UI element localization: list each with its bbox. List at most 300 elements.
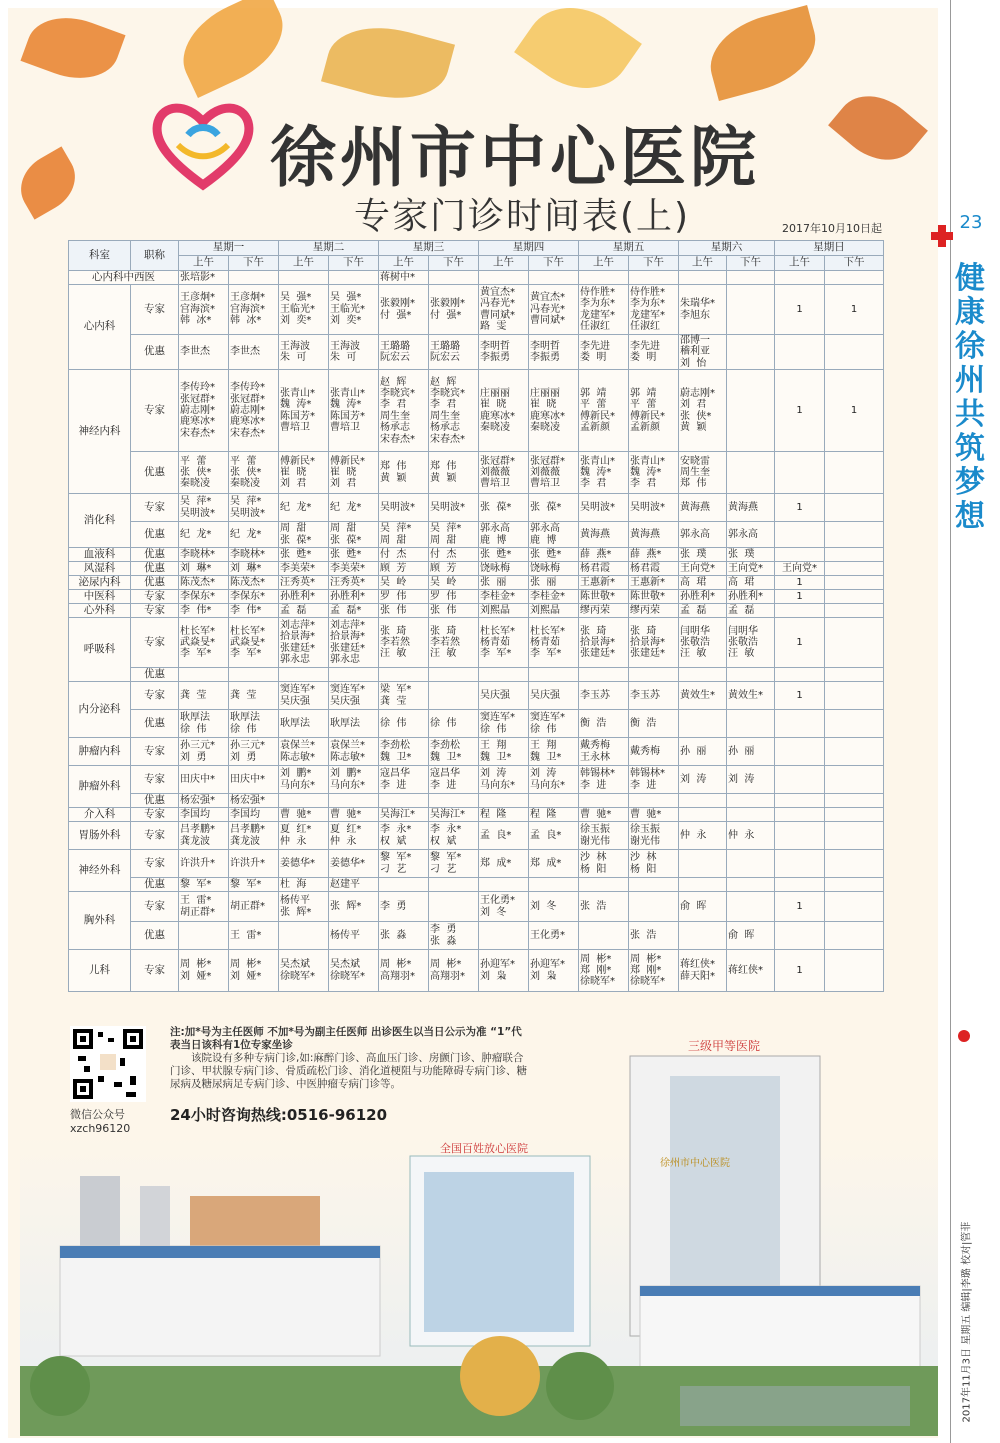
doctor-cell: 郭永高 [727,522,775,548]
doctor-cell: 李 伟* [179,604,229,618]
doctor-cell: 黄海燕 [727,494,775,522]
doctor-cell: 纪 龙* [229,522,279,548]
doctor-cell: 赵 辉 李晓宾* 李 君 周生奎 杨承志 宋春杰* [429,370,479,452]
doctor-cell [825,808,884,822]
doctor-cell: 李晓林* [179,548,229,562]
wechat-id: xzch96120 [70,1122,131,1135]
category-cell: 专家 [131,370,179,452]
table-row [69,950,884,992]
header-pm: 下午 [825,256,884,271]
doctor-cell: 杨君霞 [629,562,679,576]
doctor-cell [775,452,825,494]
doctor-cell: 王化勇* 刘 冬 [479,892,529,922]
doctor-cell [727,892,775,922]
dept-cell: 血液科 [69,548,131,562]
doctor-cell [329,668,379,682]
doctor-cell: 吴 萍* 周 甜 [379,522,429,548]
table-row [69,285,884,335]
table-row [69,335,884,370]
doctor-cell [775,668,825,682]
header-day: 星期四 [479,241,579,256]
doctor-cell: 纪 龙* [179,522,229,548]
dept-cell: 中医科 [69,590,131,604]
doctor-cell: 张毅刚* 付 强* [379,285,429,335]
category-cell: 优惠 [131,668,179,682]
header-am: 上午 [579,256,629,271]
category-cell: 专家 [131,822,179,850]
header-pm: 下午 [629,256,679,271]
note-legend: 注:加*号为主任医师 不加*号为副主任医师 出诊医生以当日公示为准 “1”代表当日该科有1位专家坐诊 [170,1026,522,1051]
page-subtitle: 专家门诊时间表(上) [354,196,691,237]
doctor-cell: 1 [825,285,884,335]
doctor-cell [727,794,775,808]
doctor-cell: 王璐璐 阮宏云 [379,335,429,370]
doctor-cell: 张 璞 [679,548,727,562]
doctor-cell [825,562,884,576]
doctor-cell: 缪丙荣 [579,604,629,618]
autumn-leaf-decoration [701,5,825,101]
doctor-cell: 李劲松 魏 卫* [379,738,429,766]
doctor-cell: 徐玉振 谢光伟 [579,822,629,850]
doctor-cell: 程 隆 [529,808,579,822]
edition-info [950,1221,980,1440]
doctor-cell [679,271,727,285]
doctor-cell: 孟 良* [529,822,579,850]
doctor-cell: 吴 强* 王临光* 刘 奕* [329,285,379,335]
doctor-cell: 沙 林 杨 阳 [629,850,679,878]
doctor-cell: 张 璞 [727,548,775,562]
doctor-cell: 周 彬* 刘 娅* [229,950,279,992]
doctor-cell [529,878,579,892]
doctor-cell: 李 永* 权 斌 [379,822,429,850]
doctor-cell [479,668,529,682]
doctor-cell: 吴 萍* 吴明波* [179,494,229,522]
doctor-cell: 张 葆* [529,494,579,522]
doctor-cell [825,604,884,618]
doctor-cell: 陈茂杰* [179,576,229,590]
doctor-cell: 杜长军* 杨青茹 李 军* [529,618,579,668]
header-day: 星期六 [679,241,775,256]
doctor-cell: 许洪升* [229,850,279,878]
doctor-cell: 吴 强* 王临光* 刘 奕* [279,285,329,335]
table-row [69,604,884,618]
doctor-cell [479,922,529,950]
doctor-cell [179,668,229,682]
doctor-cell: 曹 驰* [329,808,379,822]
doctor-cell: 吴 萍* 周 甜 [429,522,479,548]
doctor-cell: 刘志萍* 拾景海* 张建廷* 郭永忠 [329,618,379,668]
doctor-cell: 黎 军* 刁 艺 [429,850,479,878]
dept-cell: 儿科 [69,950,131,992]
table-row [69,494,884,522]
table-row [69,738,884,766]
table-row [69,452,884,494]
doctor-cell: 1 [825,370,884,452]
doctor-cell: 李美荣* [329,562,379,576]
doctor-cell: 夏 红* 仲 永 [279,822,329,850]
doctor-cell: 孙迎军* 刘 枭 [479,950,529,992]
doctor-cell: 张 浩 [579,892,629,922]
table-row [69,522,884,548]
doctor-cell: 杨君霞 [579,562,629,576]
doctor-cell: 刘 冬 [529,892,579,922]
doctor-cell: 田庆中* [179,766,229,794]
header-am: 上午 [679,256,727,271]
doctor-cell [727,452,775,494]
doctor-cell: 吕孝鹏* 龚龙波 [229,822,279,850]
category-cell: 专家 [131,950,179,992]
doctor-cell: 郑 伟 黄 颖 [379,452,429,494]
dept-cell: 风湿科 [69,562,131,576]
category-cell: 优惠 [131,335,179,370]
dept-cell: 内分泌科 [69,682,131,738]
doctor-cell: 吴明波* [379,494,429,522]
doctor-cell: 王 雷* [229,922,279,950]
doctor-cell: 刘 琳* [179,562,229,576]
doctor-cell: 仲 永 [727,822,775,850]
doctor-cell: 刘 鹏* 马向东* [329,766,379,794]
doctor-cell: 张 琦 拾景海* 张建廷* [629,618,679,668]
doctor-cell: 闫明华 张敬浩 汪 敏 [727,618,775,668]
doctor-cell: 李玉苏 [579,682,629,710]
doctor-cell: 袁保兰* 陈志敏* [329,738,379,766]
autumn-leaf-decoration [828,79,928,176]
doctor-cell: 李 永* 权 斌 [429,822,479,850]
table-row [69,682,884,710]
table-row [69,822,884,850]
doctor-cell: 傅新民* 崔 晓 刘 君 [329,452,379,494]
header-am: 上午 [479,256,529,271]
doctor-cell: 薛 燕* [629,548,679,562]
doctor-cell: 张冠群* 刘薇薇 曹培卫 [529,452,579,494]
category-cell: 优惠 [131,548,179,562]
doctor-cell: 王化勇* [529,922,579,950]
table-row [69,618,884,668]
doctor-cell: 郭 靖 平 蕾 傅新民* 孟新颜 [579,370,629,452]
doctor-cell [629,668,679,682]
doctor-cell [825,892,884,922]
doctor-cell: 刘 琳* [229,562,279,576]
doctor-cell [429,668,479,682]
doctor-cell: 侍作胜* 李为东* 龙建军* 任淑红 [629,285,679,335]
doctor-cell [727,335,775,370]
doctor-cell: 吴 岭 [379,576,429,590]
header-pm: 下午 [229,256,279,271]
doctor-cell [775,878,825,892]
doctor-cell: 1 [775,892,825,922]
category-cell: 专家 [131,604,179,618]
doctor-cell [825,522,884,548]
doctor-cell: 韩锡林* 李 进 [579,766,629,794]
doctor-cell [579,794,629,808]
doctor-cell: 安晓雷 周生奎 郑 伟 [679,452,727,494]
doctor-cell: 刘熙晶 [479,604,529,618]
doctor-cell: 黄效生* [679,682,727,710]
table-header-days [69,241,884,256]
doctor-cell [429,271,479,285]
category-cell: 优惠 [131,878,179,892]
doctor-cell: 黎 军* 刁 艺 [379,850,429,878]
doctor-cell: 李传玲* 张冠群* 蔚志刚* 鹿寒冰* 宋春杰* [179,370,229,452]
doctor-cell: 张 甦* [279,548,329,562]
table-row [69,271,884,285]
doctor-cell: 杨传平 张 辉* [279,892,329,922]
doctor-cell [775,604,825,618]
doctor-cell: 郭永高 鹿 博 [529,522,579,548]
dept-cell: 心内科中西医 [69,271,179,285]
doctor-cell: 郑 成* [479,850,529,878]
doctor-cell: 孟 良* [479,822,529,850]
dept-cell: 肿瘤内科 [69,738,131,766]
doctor-cell: 刘 涛 马向东* [479,766,529,794]
dept-cell: 神经内科 [69,370,131,494]
doctor-cell: 李劲松 魏 卫* [429,738,479,766]
doctor-cell: 闫明华 张敬浩 汪 敏 [679,618,727,668]
doctor-cell: 李 勇 张 淼 [429,922,479,950]
doctor-cell: 陈茂杰* [229,576,279,590]
doctor-cell [679,922,727,950]
doctor-cell: 窦连军* 吴庆强 [279,682,329,710]
doctor-cell [775,271,825,285]
doctor-cell [825,668,884,682]
doctor-cell: 张 甦* [479,548,529,562]
doctor-cell [775,522,825,548]
category-cell: 专家 [131,682,179,710]
doctor-cell: 王海波 朱 可 [329,335,379,370]
doctor-cell [529,794,579,808]
doctor-cell: 罗 伟 [429,590,479,604]
doctor-cell: 王 雷* 胡正群* [179,892,229,922]
dept-cell: 介入科 [69,808,131,822]
doctor-cell [329,271,379,285]
doctor-cell: 周 彬* 高翔羽* [379,950,429,992]
doctor-cell: 衡 浩 [579,710,629,738]
doctor-cell: 孟 磊 [279,604,329,618]
doctor-cell [479,794,529,808]
doctor-cell [825,590,884,604]
category-cell: 专家 [131,285,179,335]
doctor-cell [379,794,429,808]
doctor-cell: 寇昌华 李 进 [429,766,479,794]
doctor-cell: 夏 红* 仲 永 [329,822,379,850]
doctor-cell: 1 [775,682,825,710]
doctor-cell [825,548,884,562]
doctor-cell [825,766,884,794]
doctor-cell: 侍作胜* 李为东* 龙建军* 任淑红 [579,285,629,335]
doctor-cell: 1 [775,950,825,992]
doctor-cell: 胡正群* [229,892,279,922]
doctor-cell [279,271,329,285]
doctor-cell: 顾 芳 [429,562,479,576]
dept-cell: 神经外科 [69,850,131,892]
doctor-cell: 黄宜杰* 冯春光* 曹同斌* 路 雯 [479,285,529,335]
doctor-cell: 窦连军* 吴庆强 [329,682,379,710]
doctor-cell: 沙 林 杨 阳 [579,850,629,878]
doctor-cell [529,271,579,285]
table-row [69,878,884,892]
wechat-label: 微信公众号 [70,1108,125,1121]
doctor-cell: 高 珺 [727,576,775,590]
doctor-cell: 孟 磊 [679,604,727,618]
doctor-cell: 周 彬* 高翔羽* [429,950,479,992]
doctor-cell: 龚 莹 [229,682,279,710]
doctor-cell: 刘 鹏* 马向东* [279,766,329,794]
category-cell: 优惠 [131,794,179,808]
doctor-cell [429,682,479,710]
doctor-cell: 吴庆强 [529,682,579,710]
doctor-cell: 邵博一 稽利亚 刘 怡 [679,335,727,370]
doctor-cell: 孙 丽 [727,738,775,766]
doctor-cell: 黄海燕 [629,522,679,548]
doctor-cell: 王彦炯* 宫海滨* 韩 冰* [229,285,279,335]
autumn-leaf-decoration [20,4,125,91]
doctor-cell: 朱瑞华* 李旭东 [679,285,727,335]
doctor-cell: 顾 芳 [379,562,429,576]
doctor-cell: 衡 浩 [629,710,679,738]
doctor-cell: 王惠新* [579,576,629,590]
doctor-cell: 戴秀梅 王永林 [579,738,629,766]
header-pm: 下午 [529,256,579,271]
table-row [69,922,884,950]
doctor-cell: 1 [775,285,825,335]
table-row [69,562,884,576]
doctor-cell: 张 浩 [629,922,679,950]
doctor-cell: 李保东* [179,590,229,604]
doctor-cell: 周 甜 张 葆* [279,522,329,548]
doctor-cell: 王向党* [679,562,727,576]
doctor-cell [775,548,825,562]
doctor-cell: 张 甦* [329,548,379,562]
autumn-leaf-decoration [321,14,455,113]
doctor-cell: 耿厚法 徐 伟 [179,710,229,738]
doctor-cell [727,808,775,822]
doctor-cell: 汪秀英* [279,576,329,590]
doctor-cell: 耿厚法 [279,710,329,738]
doctor-cell: 蔚志刚* 刘 君 张 侠* 黄 颖 [679,370,727,452]
doctor-cell [727,710,775,738]
doctor-cell [775,922,825,950]
doctor-cell: 田庆中* [229,766,279,794]
doctor-cell: 姜德华* [329,850,379,878]
doctor-cell [775,766,825,794]
doctor-cell: 赵 辉 李晓宾* 李 君 周生奎 杨承志 宋春杰* [379,370,429,452]
doctor-cell: 姜德华* [279,850,329,878]
doctor-cell: 李保东* [229,590,279,604]
doctor-cell [825,822,884,850]
doctor-cell: 俞 晖 [727,922,775,950]
doctor-cell: 韩锡林* 李 进 [629,766,679,794]
doctor-cell: 吴明波* [629,494,679,522]
header-pm: 下午 [329,256,379,271]
doctor-cell: 王向党* [727,562,775,576]
category-cell: 优惠 [131,562,179,576]
table-row [69,766,884,794]
doctor-cell: 黄海燕 [579,522,629,548]
header-am: 上午 [279,256,329,271]
doctor-cell: 孙胜利* [679,590,727,604]
doctor-cell: 俞 晖 [679,892,727,922]
doctor-cell: 张毅刚* 付 强* [429,285,479,335]
doctor-cell: 程 隆 [479,808,529,822]
doctor-cell [229,668,279,682]
table-row [69,794,884,808]
doctor-cell [479,878,529,892]
wechat-qr-code [70,1026,146,1102]
doctor-cell: 窦连军* 徐 伟 [479,710,529,738]
doctor-cell: 李世杰 [229,335,279,370]
doctor-cell: 曹 驰* [279,808,329,822]
category-cell: 优惠 [131,710,179,738]
doctor-cell: 郭永高 [679,522,727,548]
category-cell: 专家 [131,618,179,668]
doctor-cell: 杜长军* 杨青茹 李 军* [479,618,529,668]
doctor-cell: 纪 龙* [279,494,329,522]
table-row [69,892,884,922]
doctor-cell: 张 琦 李若然 汪 敏 [379,618,429,668]
doctor-cell: 王璐璐 阮宏云 [429,335,479,370]
doctor-cell: 吴庆强 [479,682,529,710]
doctor-cell [825,738,884,766]
doctor-cell: 吴海江* [429,808,479,822]
category-cell: 专家 [131,850,179,878]
doctor-cell: 郑 伟 黄 颖 [429,452,479,494]
doctor-cell: 吴海江* [379,808,429,822]
doctor-cell: 刘 涛 [679,766,727,794]
dept-cell: 呼吸科 [69,618,131,682]
doctor-cell: 袁保兰* 陈志敏* [279,738,329,766]
photo-sign-1: 三级甲等医院 [688,1039,761,1053]
doctor-cell: 梁 军* 龚 莹 [379,682,429,710]
table-row [69,808,884,822]
doctor-cell: 郭永高 鹿 博 [479,522,529,548]
category-cell: 专家 [131,738,179,766]
table-header-halfday [69,256,884,271]
dept-cell: 胃肠外科 [69,822,131,850]
doctor-cell: 1 [775,576,825,590]
table-row [69,590,884,604]
photo-sign-3: 全国百姓放心医院 [440,1142,528,1155]
doctor-cell [679,668,727,682]
doctor-cell: 周 甜 张 葆* [329,522,379,548]
doctor-cell: 李世杰 [179,335,229,370]
hospital-heart-logo [148,100,258,190]
doctor-cell [679,878,727,892]
doctor-cell [429,892,479,922]
doctor-cell [279,668,329,682]
edition-info-text: 2017年11月3日 星期五 编辑|李璐 校对|管菲 [961,1221,973,1423]
doctor-cell: 杜长军* 武焱旻* 李 军* [179,618,229,668]
doctor-cell: 李 伟* [229,604,279,618]
doctor-cell: 李先进 娄 明 [579,335,629,370]
doctor-cell [775,710,825,738]
doctor-cell: 庄丽丽 崔 晓 鹿寒冰* 秦晓凌 [479,370,529,452]
doctor-cell: 张 琦 李若然 汪 敏 [429,618,479,668]
schedule-table [68,240,884,992]
doctor-cell: 张 甦* [529,548,579,562]
category-cell: 优惠 [131,452,179,494]
doctor-cell [579,271,629,285]
doctor-cell: 吴杰斌 徐晓军* [279,950,329,992]
dept-cell: 泌尿内科 [69,576,131,590]
header-am: 上午 [179,256,229,271]
header-day: 星期二 [279,241,379,256]
doctor-cell: 黄效生* [727,682,775,710]
dept-cell: 消化科 [69,494,131,548]
doctor-cell: 张青山* 魏 涛* 陈国芳* 曹培卫 [329,370,379,452]
doctor-cell: 王彦炯* 宫海滨* 韩 冰* [179,285,229,335]
doctor-cell: 孟 磊 [727,604,775,618]
doctor-cell: 周 彬* 刘 娅* [179,950,229,992]
